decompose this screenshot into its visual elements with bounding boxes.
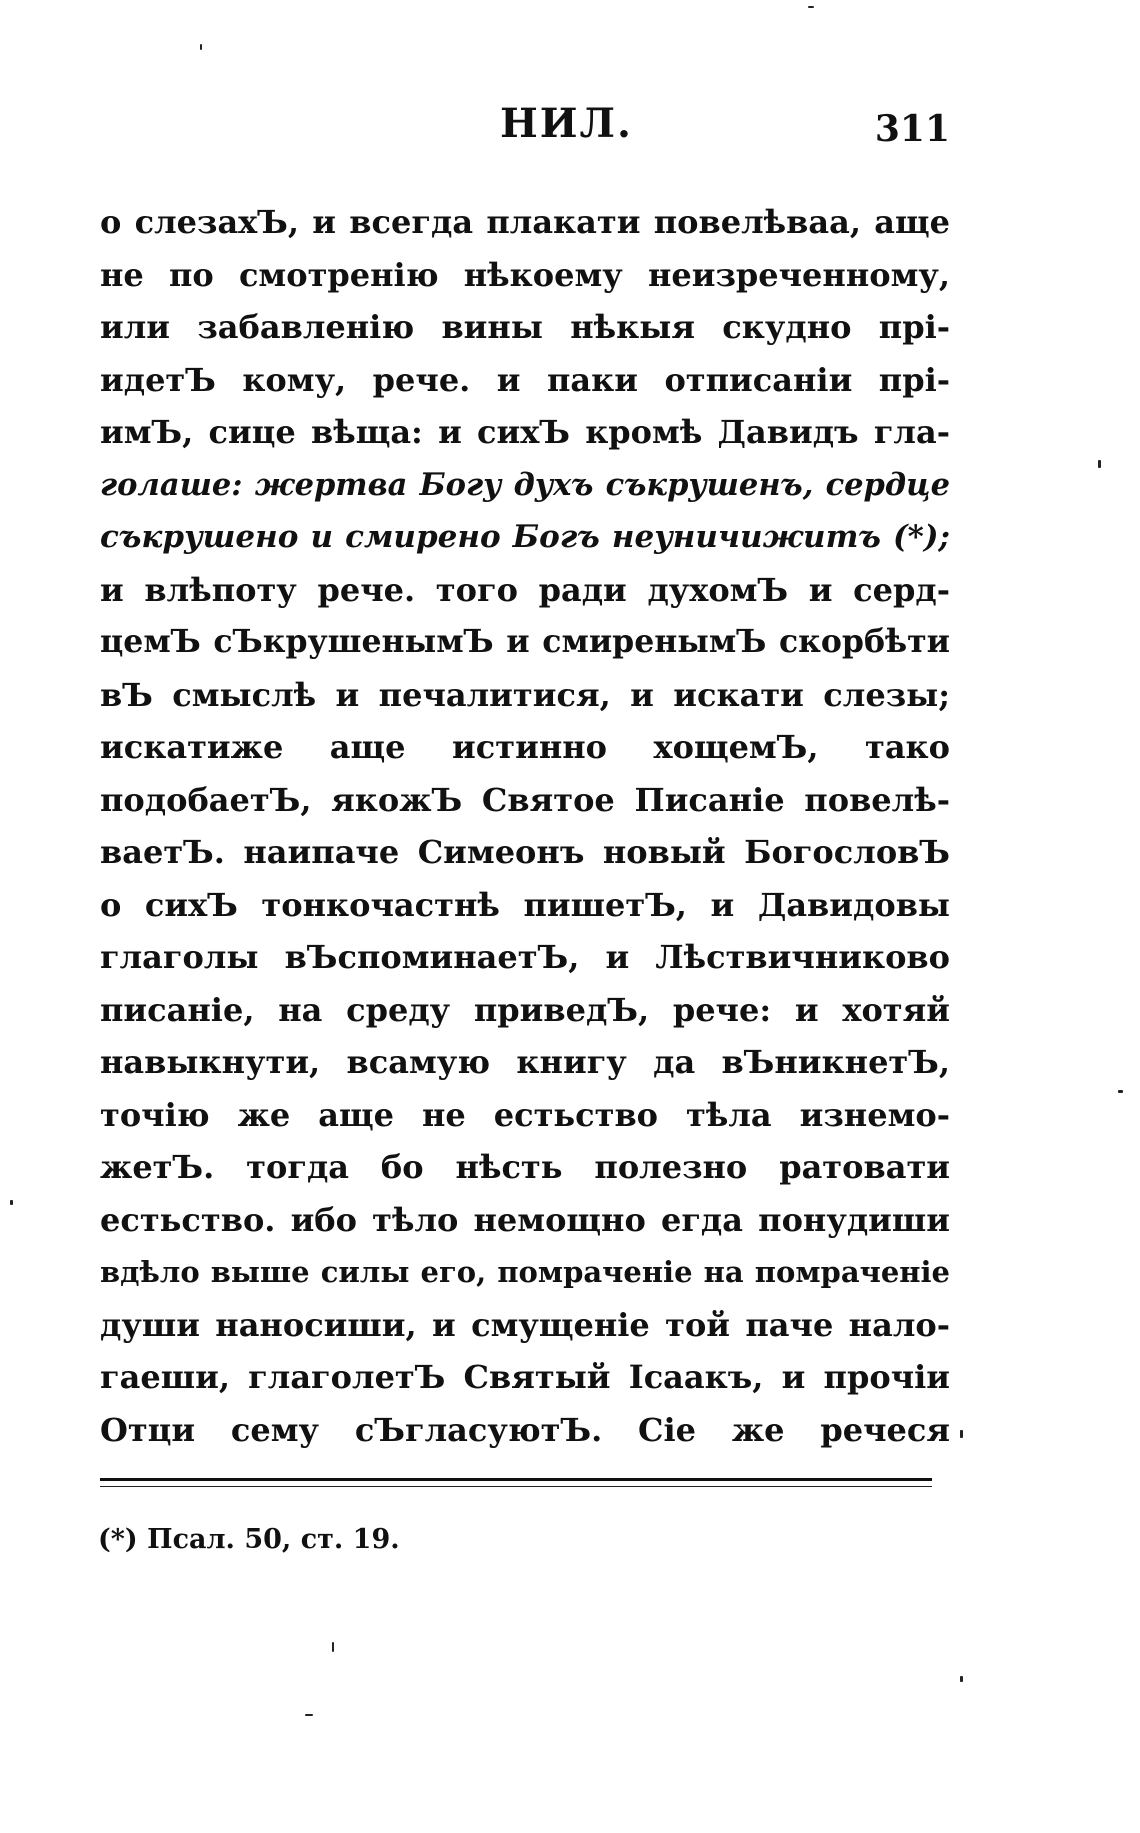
text-line: идетЪ кому, рече. и паки отписаніи прі-: [100, 360, 950, 399]
scan-speck: [960, 1676, 963, 1682]
text-line: вдѣло выше силы его, помраченіе на помраченіе: [100, 1255, 950, 1289]
text-line: не по смотренію нѣкоему неизреченному,: [100, 255, 950, 294]
text-line: гаеши, глаголетЪ Святый Ісаакъ, и прочіи: [100, 1358, 950, 1396]
text-line: жетЪ. тогда бо нѣсть полезно ратовати: [100, 1148, 950, 1186]
text-line: точію же аще не естьство тѣла изнемо-: [100, 1095, 950, 1134]
body-text: [100, 196, 950, 1456]
text-line: Отци сему сЪгласуютЪ. Сіе же речеся: [100, 1410, 950, 1449]
text-line: естьство. ибо тѣло немощно егда понудиши: [100, 1200, 950, 1239]
text-line: навыкнути, всамую книгу да вЪникнетЪ,: [100, 1043, 950, 1081]
text-line: вЪ смыслѣ и печалитися, и искати слезы;: [100, 675, 950, 714]
footnote-separator: [100, 1478, 932, 1481]
text-line: искатиже аще истинно хощемЪ, тако: [100, 728, 950, 766]
footnote: (*) Псал. 50, ст. 19.: [98, 1524, 400, 1555]
page-number: 311: [874, 108, 950, 150]
running-head: [100, 100, 950, 160]
scan-speck: [960, 1430, 963, 1438]
scan-speck: [10, 1200, 13, 1205]
scan-speck: [200, 44, 202, 50]
text-line: писаніе, на среду приведЪ, рече: и хотяй: [100, 990, 950, 1029]
scan-speck: [808, 6, 814, 8]
text-line: глаголы вЪспоминаетЪ, и Лѣствичниково: [100, 938, 950, 976]
text-line: подобаетЪ, якожЪ Святое Писаніе повелѣ-: [100, 780, 950, 819]
text-line: съкрушено и смирено Богъ неуничижитъ (*);: [100, 519, 950, 555]
text-line: голаше: жертва Богу духъ съкрушенъ, сердце: [100, 466, 950, 503]
text-line: ваетЪ. наипаче Симеонъ новый БогословЪ: [100, 833, 950, 871]
text-line: имЪ, сице вѣща: и сихЪ кромѣ Давидъ гла-: [100, 413, 950, 451]
scan-speck: [332, 1642, 334, 1652]
text-line: о слезахЪ, и всегда плакати повелѣваа, аще: [100, 203, 950, 241]
scan-speck: [1098, 460, 1101, 468]
scan-speck: [305, 1714, 313, 1716]
text-line: цемЪ сЪкрушенымЪ и смиренымЪ скорбѣти: [100, 623, 950, 660]
scan-speck: [1118, 1090, 1123, 1093]
text-line: или забавленію вины нѣкыя скудно прі-: [100, 308, 950, 346]
text-line: о сихЪ тонкочастнѣ пишетЪ, и Давидовы: [100, 885, 950, 924]
text-line: и влѣпоту рече. того ради духомЪ и серд-: [100, 570, 950, 609]
footnote-separator-thin: [100, 1486, 932, 1487]
running-title: НИЛ.: [500, 100, 633, 147]
text-line: души наносиши, и смущеніе той паче нало-: [100, 1305, 950, 1344]
